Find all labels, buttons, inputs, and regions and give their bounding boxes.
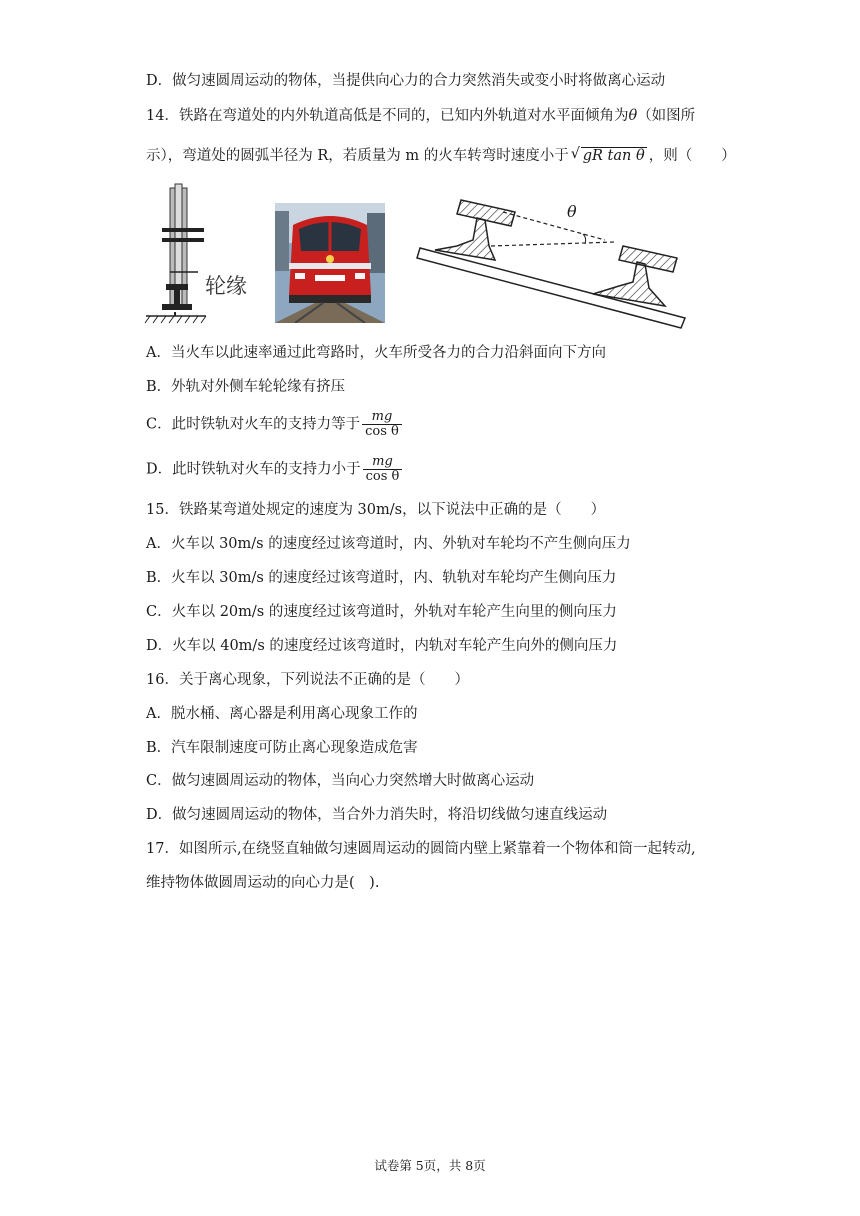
q16-option-a: A．脱水桶、离心器是利用离心现象工作的 [146,706,418,722]
q14-option-c-text: C．此时铁轨对火车的支持力等于 [146,416,361,433]
wheel-label: 轮缘 [205,274,247,298]
q14-stem-line1 [146,106,695,126]
q16-option-d: D．做匀速圆周运动的物体，当合外力消失时，将沿切线做匀速直线运动 [146,807,608,823]
fraction-mg-cos-2: $\frac{mg}{\text{cos θ}}$ [363,455,403,484]
q14-option-a: A．当火车以此速率通过此弯路时，火车所受各力的合力沿斜面向下方向 [146,345,606,361]
q14-option-c [146,410,402,439]
q14-stem-text-2: 示），弯道处的圆弧半径为 R，若质量为 m 的火车转弯时速度小于 [146,148,569,164]
wheel-flange-diagram [140,180,250,330]
train-photo [275,203,385,323]
q14-option-d-text: D．此时铁轨对火车的支持力小于 [146,461,361,478]
q14-stem-line2 [146,146,736,166]
q14-theta: θ [628,108,638,124]
q14-stem-end: （如图所 [637,108,696,124]
q15-option-b: B．火车以 30m/s 的速度经过该弯道时，内、轨轨对车轮均产生侧向压力 [146,570,617,586]
q14-option-d [146,455,402,484]
q15-option-c: C．火车以 20m/s 的速度经过该弯道时，外轨对车轮产生向里的侧向压力 [146,604,617,620]
banked-track-diagram [415,190,690,335]
q14-stem-end-2: ，则（ ） [648,148,736,164]
q15-stem: 15．铁路某弯道处规定的速度为 30m/s，以下说法中正确的是（ ） [146,502,606,518]
fraction-mg-cos: $\frac{mg}{\text{cos θ}}$ [362,410,402,439]
q14-option-b: B．外轨对外侧车轮轮缘有挤压 [146,379,346,395]
sqrt-expression: √ gR tan θ [570,146,645,164]
q14-stem-text: 14．铁路在弯道处的内外轨道高低是不同的，已知内外轨道对水平面倾角为 [146,108,629,124]
q17-stem-line1: 17．如图所示,在绕竖直轴做匀速圆周运动的圆筒内壁上紧靠着一个物体和筒一起转动, [146,841,696,857]
q15-option-a: A．火车以 30m/s 的速度经过该弯道时，内、外轨对车轮均不产生侧向压力 [146,536,631,552]
q15-option-d: D．火车以 40m/s 的速度经过该弯道时，内轨对车轮产生向外的侧向压力 [146,638,618,654]
q16-stem: 16．关于离心现象，下列说法不正确的是（ ） [146,672,469,688]
q17-stem-line2: 维持物体做圆周运动的向心力是( ). [146,875,380,891]
diagram-theta-label: θ [567,202,577,221]
page-footer: 试卷第 5页，共 8页 [374,1158,486,1173]
q16-option-b: B．汽车限制速度可防止离心现象造成危害 [146,740,418,756]
q16-option-c: C．做匀速圆周运动的物体，当向心力突然增大时做离心运动 [146,773,535,789]
q13-option-d: D．做匀速圆周运动的物体，当提供向心力的合力突然消失或变小时将做离心运动 [146,73,666,89]
